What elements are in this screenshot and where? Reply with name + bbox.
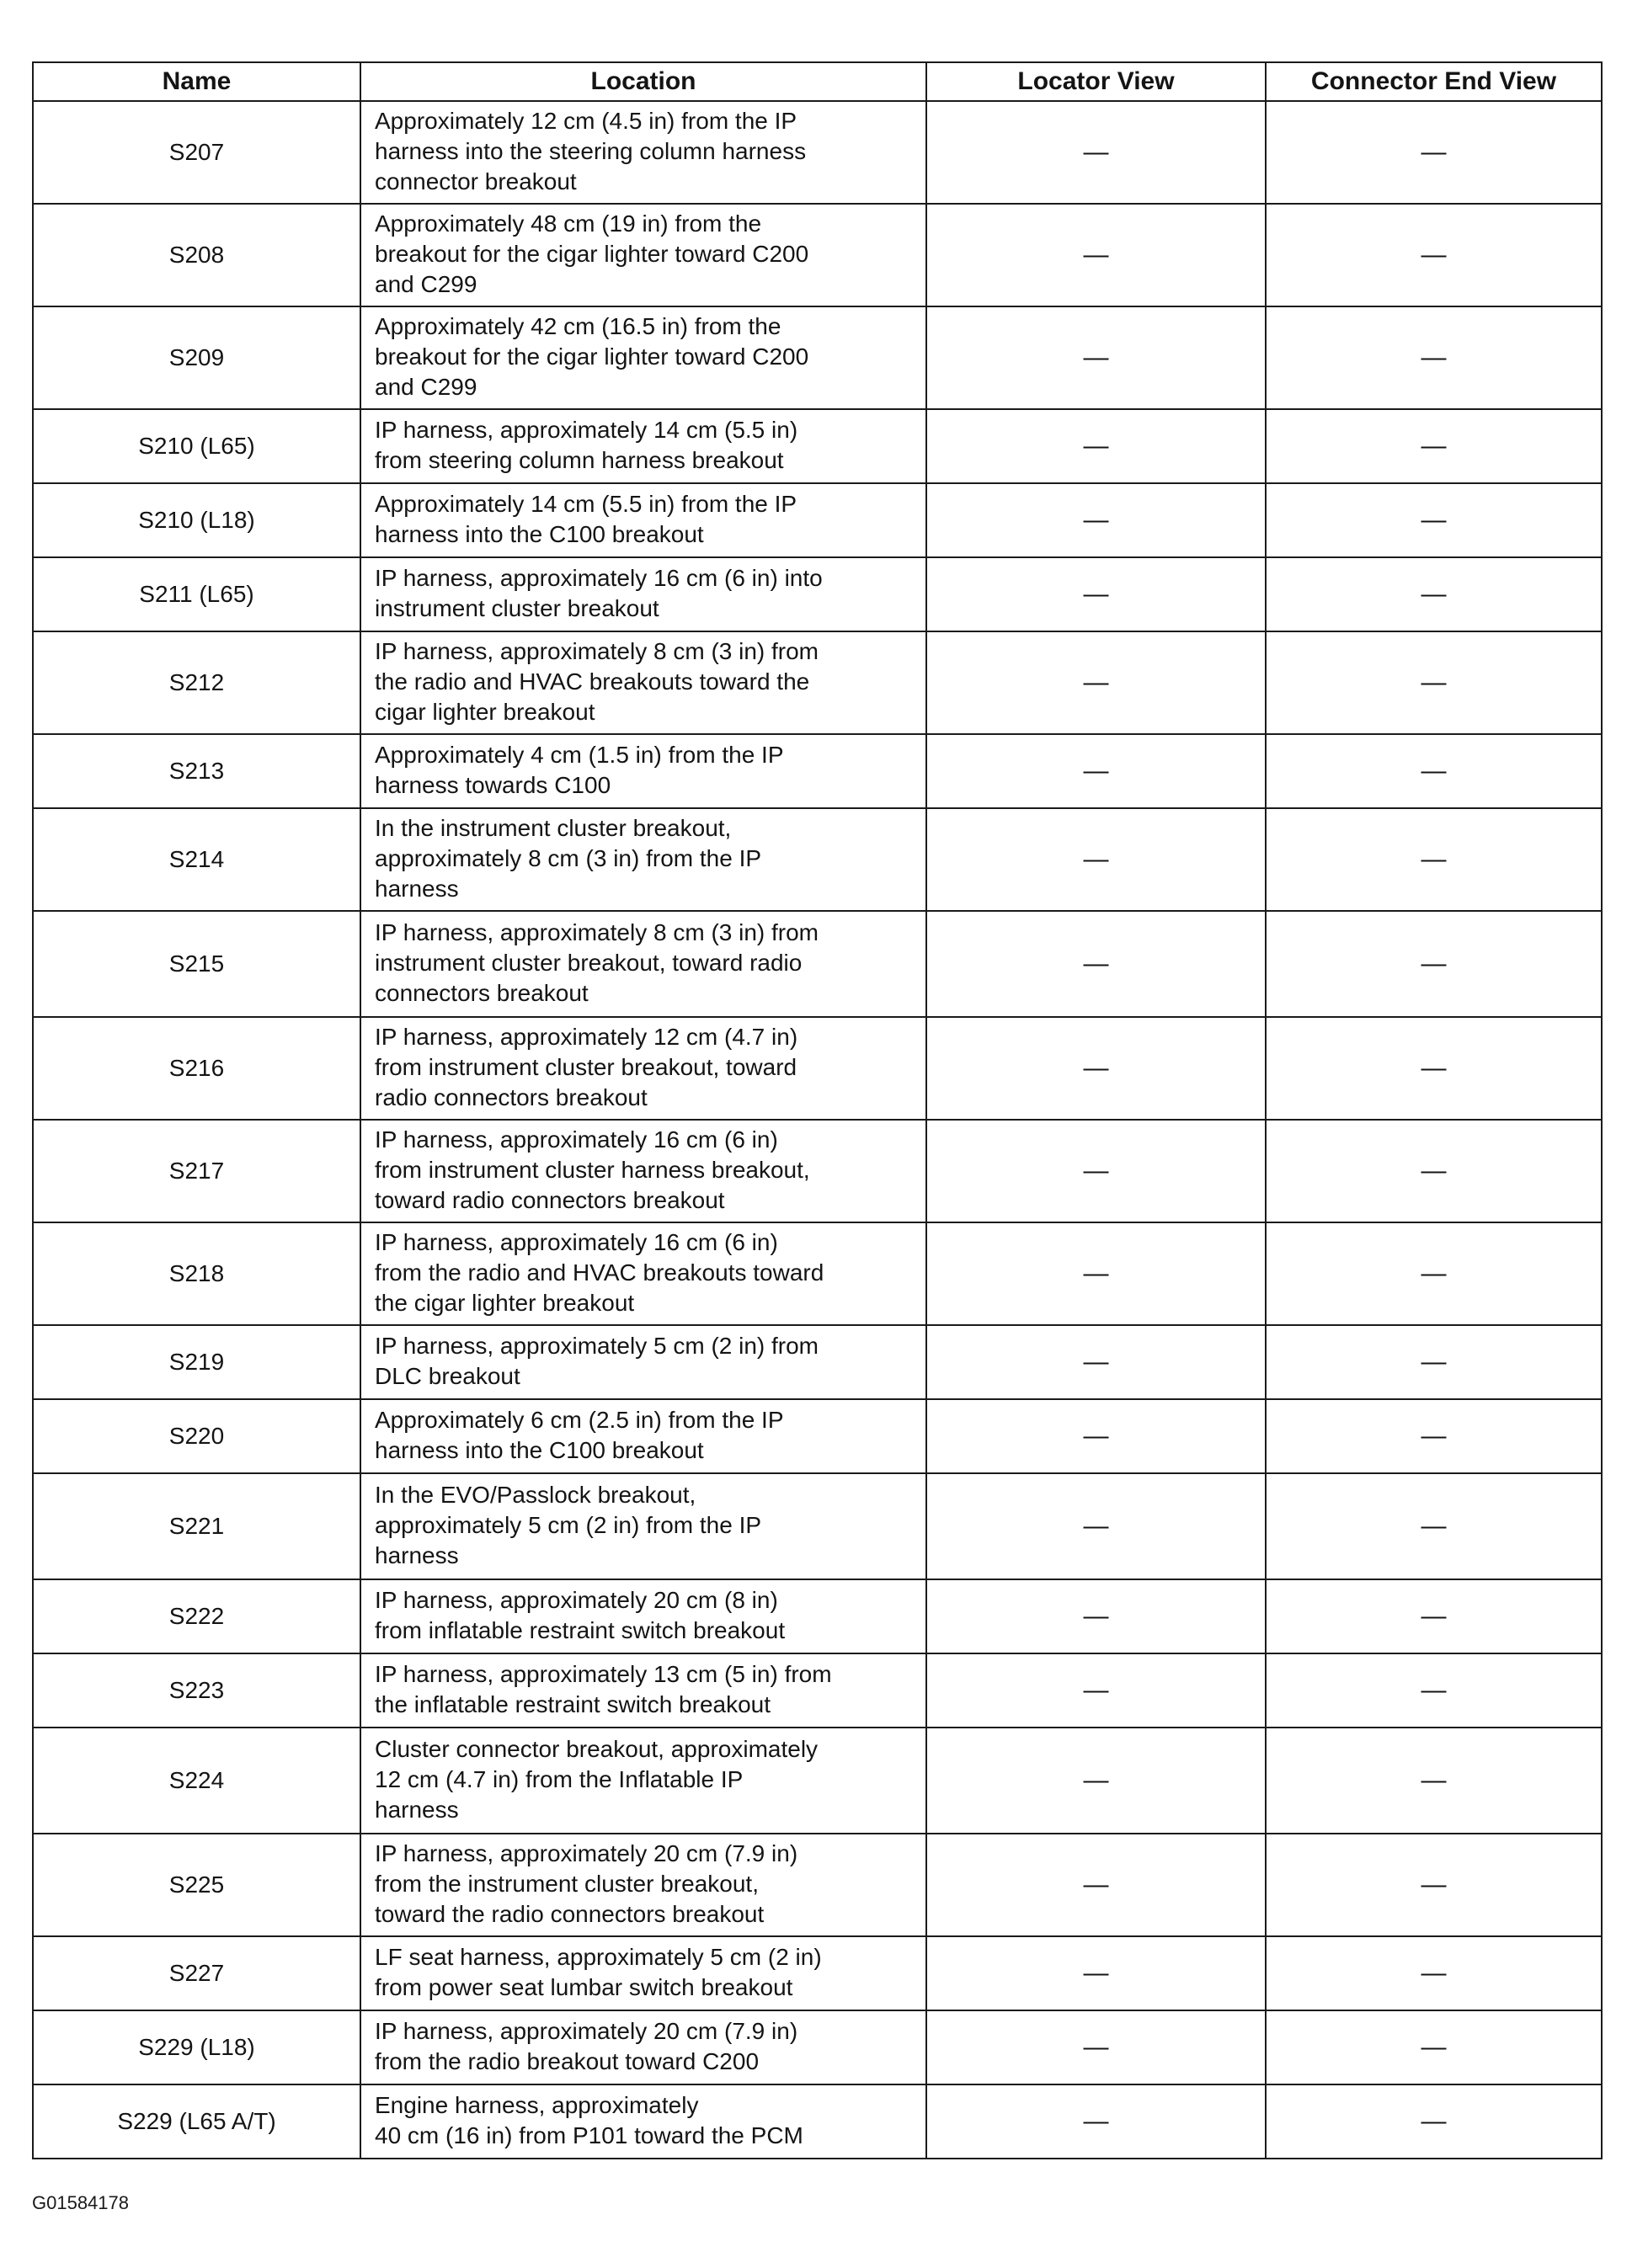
location-text-line: 40 cm (16 in) from P101 toward the PCM [375, 2122, 803, 2148]
location-text-line: from instrument cluster breakout, toward [375, 1054, 797, 1080]
location-text-line: harness into the C100 breakout [375, 521, 704, 547]
splice-location-cell [360, 1222, 926, 1325]
connector-end-view-cell: — [1266, 1399, 1602, 1473]
connector-end-view-cell: — [1266, 1325, 1602, 1399]
locator-view-cell: — [926, 101, 1266, 204]
splice-location-cell [360, 631, 926, 734]
table-row [33, 1325, 1602, 1399]
location-text-line: from power seat lumbar switch breakout [375, 1974, 793, 2000]
locator-view-cell: — [926, 306, 1266, 409]
location-text-line: from the radio breakout toward C200 [375, 2048, 760, 2074]
splice-location-cell [360, 557, 926, 631]
header-row [33, 62, 1602, 101]
column-header-name: Name [33, 62, 360, 101]
splice-name-cell: S211 (L65) [33, 557, 360, 631]
splice-location-cell [360, 409, 926, 483]
splice-location-cell [360, 1728, 926, 1834]
location-text-line: IP harness, approximately 8 cm (3 in) from [375, 919, 819, 945]
splice-name-cell: S214 [33, 808, 360, 911]
splice-location-cell [360, 1936, 926, 2010]
splice-name-cell: S227 [33, 1936, 360, 2010]
connector-end-view-cell: — [1266, 734, 1602, 808]
splice-location-cell [360, 1579, 926, 1653]
table-row [33, 911, 1602, 1017]
location-text-line: Approximately 6 cm (2.5 in) from the IP [375, 1407, 784, 1433]
locator-view-cell: — [926, 1120, 1266, 1222]
splice-location-cell [360, 1325, 926, 1399]
location-text-line: Engine harness, approximately [375, 2092, 699, 2118]
locator-view-cell: — [926, 2010, 1266, 2084]
location-text-line: and C299 [375, 271, 477, 297]
location-text-line: DLC breakout [375, 1363, 520, 1389]
splice-location-cell [360, 1473, 926, 1579]
location-text-line: from steering column harness breakout [375, 447, 784, 473]
connector-end-view-cell: — [1266, 306, 1602, 409]
splice-location-cell [360, 808, 926, 911]
location-text-line: from inflatable restraint switch breakout [375, 1617, 786, 1643]
connector-end-view-cell: — [1266, 2010, 1602, 2084]
connector-end-view-cell: — [1266, 1120, 1602, 1222]
splice-name-cell: S218 [33, 1222, 360, 1325]
location-text-line: connectors breakout [375, 980, 589, 1006]
location-text-line: IP harness, approximately 14 cm (5.5 in) [375, 417, 798, 443]
splice-name-cell: S215 [33, 911, 360, 1017]
connector-end-view-cell: — [1266, 2084, 1602, 2159]
splice-location-cell [360, 1399, 926, 1473]
locator-view-cell: — [926, 1936, 1266, 2010]
location-text-line: harness [375, 1542, 459, 1568]
splice-name-cell: S224 [33, 1728, 360, 1834]
splice-name-cell: S229 (L18) [33, 2010, 360, 2084]
connector-end-view-cell: — [1266, 911, 1602, 1017]
splice-location-cell [360, 101, 926, 204]
splice-name-cell: S213 [33, 734, 360, 808]
splice-location-cell [360, 1834, 926, 1936]
table-row [33, 631, 1602, 734]
location-text-line: cigar lighter breakout [375, 699, 595, 725]
splice-name-cell: S219 [33, 1325, 360, 1399]
splice-name-cell: S229 (L65 A/T) [33, 2084, 360, 2159]
locator-view-cell: — [926, 1222, 1266, 1325]
location-text-line: IP harness, approximately 20 cm (8 in) [375, 1587, 778, 1613]
splice-name-cell: S210 (L65) [33, 409, 360, 483]
locator-view-cell: — [926, 2084, 1266, 2159]
table-row [33, 1728, 1602, 1834]
splice-name-cell: S223 [33, 1653, 360, 1728]
splice-location-cell [360, 2084, 926, 2159]
location-text-line: the radio and HVAC breakouts toward the [375, 668, 810, 695]
connector-end-view-cell: — [1266, 483, 1602, 557]
location-text-line: IP harness, approximately 13 cm (5 in) from [375, 1661, 832, 1687]
locator-view-cell: — [926, 204, 1266, 306]
connector-end-view-cell: — [1266, 101, 1602, 204]
table-row [33, 1399, 1602, 1473]
location-text-line: IP harness, approximately 5 cm (2 in) from [375, 1333, 819, 1359]
locator-view-cell: — [926, 483, 1266, 557]
table-row [33, 808, 1602, 911]
location-text-line: In the EVO/Passlock breakout, [375, 1482, 696, 1508]
location-text-line: from instrument cluster harness breakout, [375, 1157, 810, 1183]
location-text-line: Approximately 14 cm (5.5 in) from the IP [375, 491, 797, 517]
connector-end-view-cell: — [1266, 409, 1602, 483]
locator-view-cell: — [926, 808, 1266, 911]
location-text-line: the inflatable restraint switch breakout [375, 1691, 771, 1717]
location-text-line: toward the radio connectors breakout [375, 1901, 765, 1927]
splice-name-cell: S208 [33, 204, 360, 306]
connector-end-view-cell: — [1266, 1473, 1602, 1579]
location-text-line: breakout for the cigar lighter toward C200 [375, 343, 809, 370]
location-text-line: from the radio and HVAC breakouts toward [375, 1259, 824, 1286]
table-row [33, 483, 1602, 557]
table-row [33, 557, 1602, 631]
location-text-line: Approximately 4 cm (1.5 in) from the IP [375, 742, 784, 768]
table-row [33, 2084, 1602, 2159]
connector-end-view-cell: — [1266, 631, 1602, 734]
splice-location-cell [360, 306, 926, 409]
location-text-line: the cigar lighter breakout [375, 1290, 635, 1316]
location-text-line: Cluster connector breakout, approximately [375, 1736, 819, 1762]
table-row [33, 1579, 1602, 1653]
table-row [33, 2010, 1602, 2084]
connector-end-view-cell: — [1266, 557, 1602, 631]
locator-view-cell: — [926, 1579, 1266, 1653]
splice-location-cell [360, 1653, 926, 1728]
connector-end-view-cell: — [1266, 204, 1602, 306]
locator-view-cell: — [926, 911, 1266, 1017]
table-row [33, 306, 1602, 409]
location-text-line: approximately 5 cm (2 in) from the IP [375, 1512, 762, 1538]
table-row [33, 1653, 1602, 1728]
splice-name-cell: S220 [33, 1399, 360, 1473]
location-text-line: Approximately 42 cm (16.5 in) from the [375, 313, 781, 339]
splice-location-cell [360, 204, 926, 306]
column-header-connector-end-view: Connector End View [1266, 62, 1602, 101]
table-row [33, 409, 1602, 483]
connector-end-view-cell: — [1266, 808, 1602, 911]
locator-view-cell: — [926, 631, 1266, 734]
location-text-line: connector breakout [375, 168, 577, 194]
location-text-line: and C299 [375, 374, 477, 400]
splice-name-cell: S217 [33, 1120, 360, 1222]
locator-view-cell: — [926, 557, 1266, 631]
location-text-line: instrument cluster breakout [375, 595, 659, 621]
locator-view-cell: — [926, 734, 1266, 808]
locator-view-cell: — [926, 409, 1266, 483]
connector-end-view-cell: — [1266, 1936, 1602, 2010]
table-row [33, 1473, 1602, 1579]
location-text-line: In the instrument cluster breakout, [375, 815, 732, 841]
splice-name-cell: S207 [33, 101, 360, 204]
location-text-line: harness into the C100 breakout [375, 1437, 704, 1463]
figure-id-label: G01584178 [32, 2192, 129, 2213]
column-header-locator-view: Locator View [926, 62, 1266, 101]
location-text-line: IP harness, approximately 12 cm (4.7 in) [375, 1024, 798, 1050]
splice-location-cell [360, 1017, 926, 1120]
splice-name-cell: S210 (L18) [33, 483, 360, 557]
location-text-line: harness [375, 1797, 459, 1823]
splice-location-cell [360, 911, 926, 1017]
location-text-line: LF seat harness, approximately 5 cm (2 in) [375, 1944, 822, 1970]
table-row [33, 1222, 1602, 1325]
location-text-line: Approximately 12 cm (4.5 in) from the IP [375, 108, 797, 134]
table-row [33, 1936, 1602, 2010]
splice-name-cell: S216 [33, 1017, 360, 1120]
table-row [33, 1120, 1602, 1222]
splice-name-cell: S212 [33, 631, 360, 734]
location-text-line: harness towards C100 [375, 772, 611, 798]
location-text-line: approximately 8 cm (3 in) from the IP [375, 845, 762, 871]
splice-location-cell [360, 2010, 926, 2084]
connector-end-view-cell: — [1266, 1579, 1602, 1653]
splice-location-cell [360, 1120, 926, 1222]
table-row [33, 1834, 1602, 1936]
locator-view-cell: — [926, 1728, 1266, 1834]
location-text-line: breakout for the cigar lighter toward C200 [375, 241, 809, 267]
connector-end-view-cell: — [1266, 1834, 1602, 1936]
location-text-line: toward radio connectors breakout [375, 1187, 725, 1213]
locator-view-cell: — [926, 1399, 1266, 1473]
connector-end-view-cell: — [1266, 1728, 1602, 1834]
table-row [33, 734, 1602, 808]
splice-name-cell: S221 [33, 1473, 360, 1579]
location-text-line: IP harness, approximately 8 cm (3 in) from [375, 638, 819, 664]
location-text-line: IP harness, approximately 20 cm (7.9 in) [375, 2018, 798, 2044]
splice-location-cell [360, 734, 926, 808]
locator-view-cell: — [926, 1653, 1266, 1728]
splice-name-cell: S222 [33, 1579, 360, 1653]
table-row [33, 101, 1602, 204]
splice-location-table [32, 61, 1603, 2159]
locator-view-cell: — [926, 1017, 1266, 1120]
table-row [33, 204, 1602, 306]
splice-name-cell: S225 [33, 1834, 360, 1936]
locator-view-cell: — [926, 1325, 1266, 1399]
location-text-line: harness [375, 876, 459, 902]
locator-view-cell: — [926, 1834, 1266, 1936]
splice-location-cell [360, 483, 926, 557]
location-text-line: IP harness, approximately 16 cm (6 in) [375, 1229, 778, 1255]
location-text-line: Approximately 48 cm (19 in) from the [375, 210, 762, 237]
connector-end-view-cell: — [1266, 1017, 1602, 1120]
location-text-line: IP harness, approximately 16 cm (6 in) into [375, 565, 823, 591]
locator-view-cell: — [926, 1473, 1266, 1579]
column-header-location: Location [360, 62, 926, 101]
connector-end-view-cell: — [1266, 1653, 1602, 1728]
location-text-line: instrument cluster breakout, toward radio [375, 950, 803, 976]
connector-end-view-cell: — [1266, 1222, 1602, 1325]
location-text-line: from the instrument cluster breakout, [375, 1871, 759, 1897]
location-text-line: radio connectors breakout [375, 1084, 648, 1110]
location-text-line: IP harness, approximately 16 cm (6 in) [375, 1126, 778, 1153]
location-text-line: IP harness, approximately 20 cm (7.9 in) [375, 1840, 798, 1866]
location-text-line: harness into the steering column harness [375, 138, 807, 164]
splice-name-cell: S209 [33, 306, 360, 409]
location-text-line: 12 cm (4.7 in) from the Inflatable IP [375, 1766, 744, 1792]
table-row [33, 1017, 1602, 1120]
